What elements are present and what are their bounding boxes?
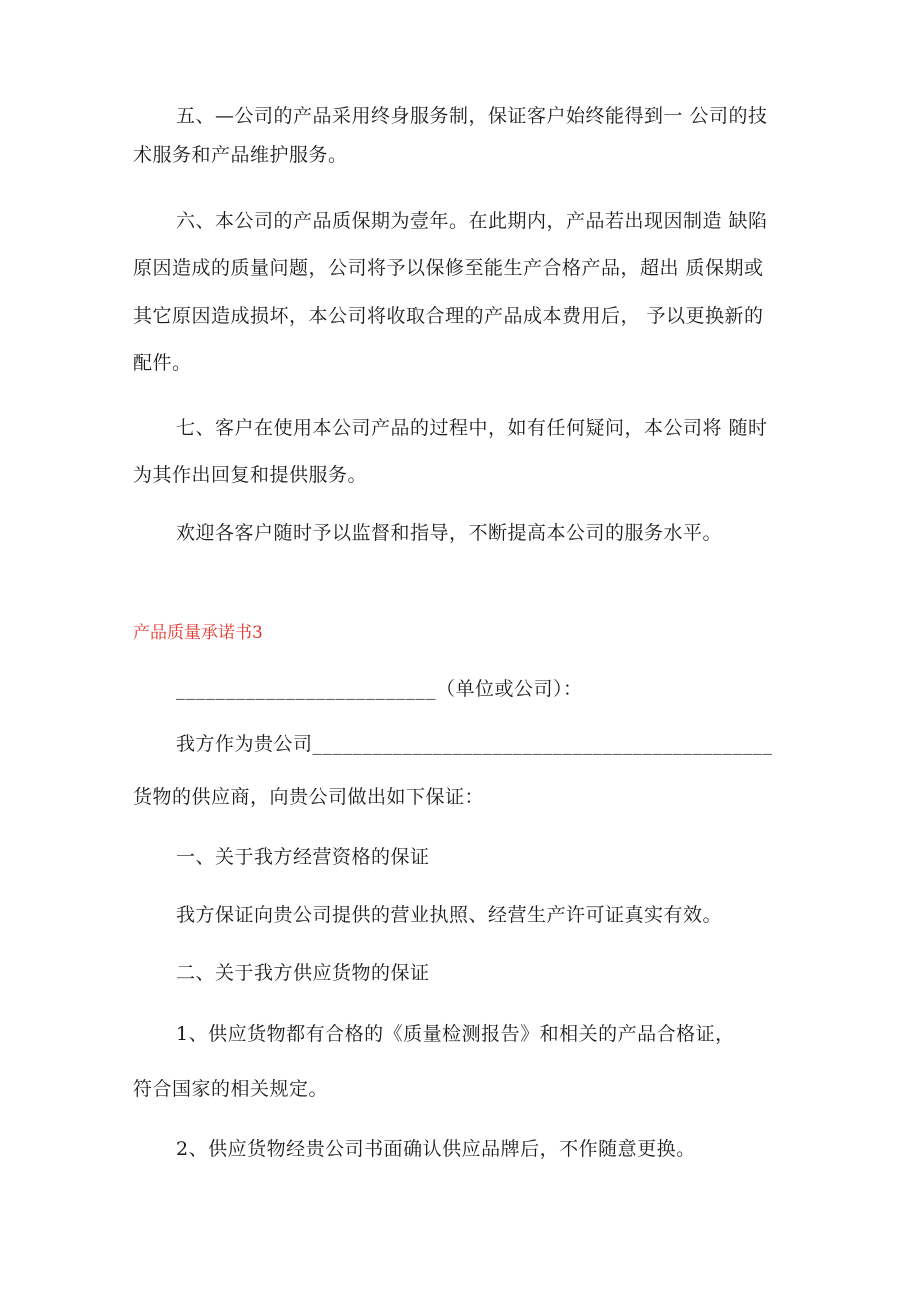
p6-line3: 其它原因造成损坏，本公司将收取合理的产品成本费用后， 予以更换新的 [133,305,764,327]
p5-line2: 术服务和产品维护服务。 [133,144,348,166]
p6-line1: 六、本公司的产品质保期为壹年。在此期内，产品若出现因制造 缺陷 [176,210,768,232]
intro-line1: 我方作为贵公司______________________________________________ [176,733,773,755]
p6-line4: 配件。 [133,352,192,374]
item1-title: 一、关于我方经营资格的保证 [176,846,430,868]
item2-1-line1: 1、供应货物都有合格的《质量检测报告》和相关的产品合格证， [176,1023,735,1045]
item2-title: 二、关于我方供应货物的保证 [176,962,430,984]
p6-line2: 原因造成的质量问题，公司将予以保修至能生产合格产品，超出 质保期或 [133,257,764,279]
addressee-line: __________________________（单位或公司）： [176,678,583,700]
intro-line2: 货物的供应商，向贵公司做出如下保证： [133,786,485,808]
p7-line2: 为其作出回复和提供服务。 [133,464,368,486]
p5-line1: 五、—公司的产品采用终身服务制，保证客户始终能得到一 公司的技 [176,105,768,127]
p7-line1: 七、客户在使用本公司产品的过程中，如有任何疑问，本公司将 随时 [176,417,768,439]
item2-1-line2: 符合国家的相关规定。 [133,1078,329,1100]
item1-body: 我方保证向贵公司提供的营业执照、经营生产许可证真实有效。 [176,904,723,926]
item2-2-line: 2、供应货物经贵公司书面确认供应品牌后，不作随意更换。 [176,1138,696,1160]
section3-title: 产品质量承诺书3 [133,623,263,643]
closing-line: 欢迎各客户随时予以监督和指导，不断提高本公司的服务水平。 [176,522,723,544]
